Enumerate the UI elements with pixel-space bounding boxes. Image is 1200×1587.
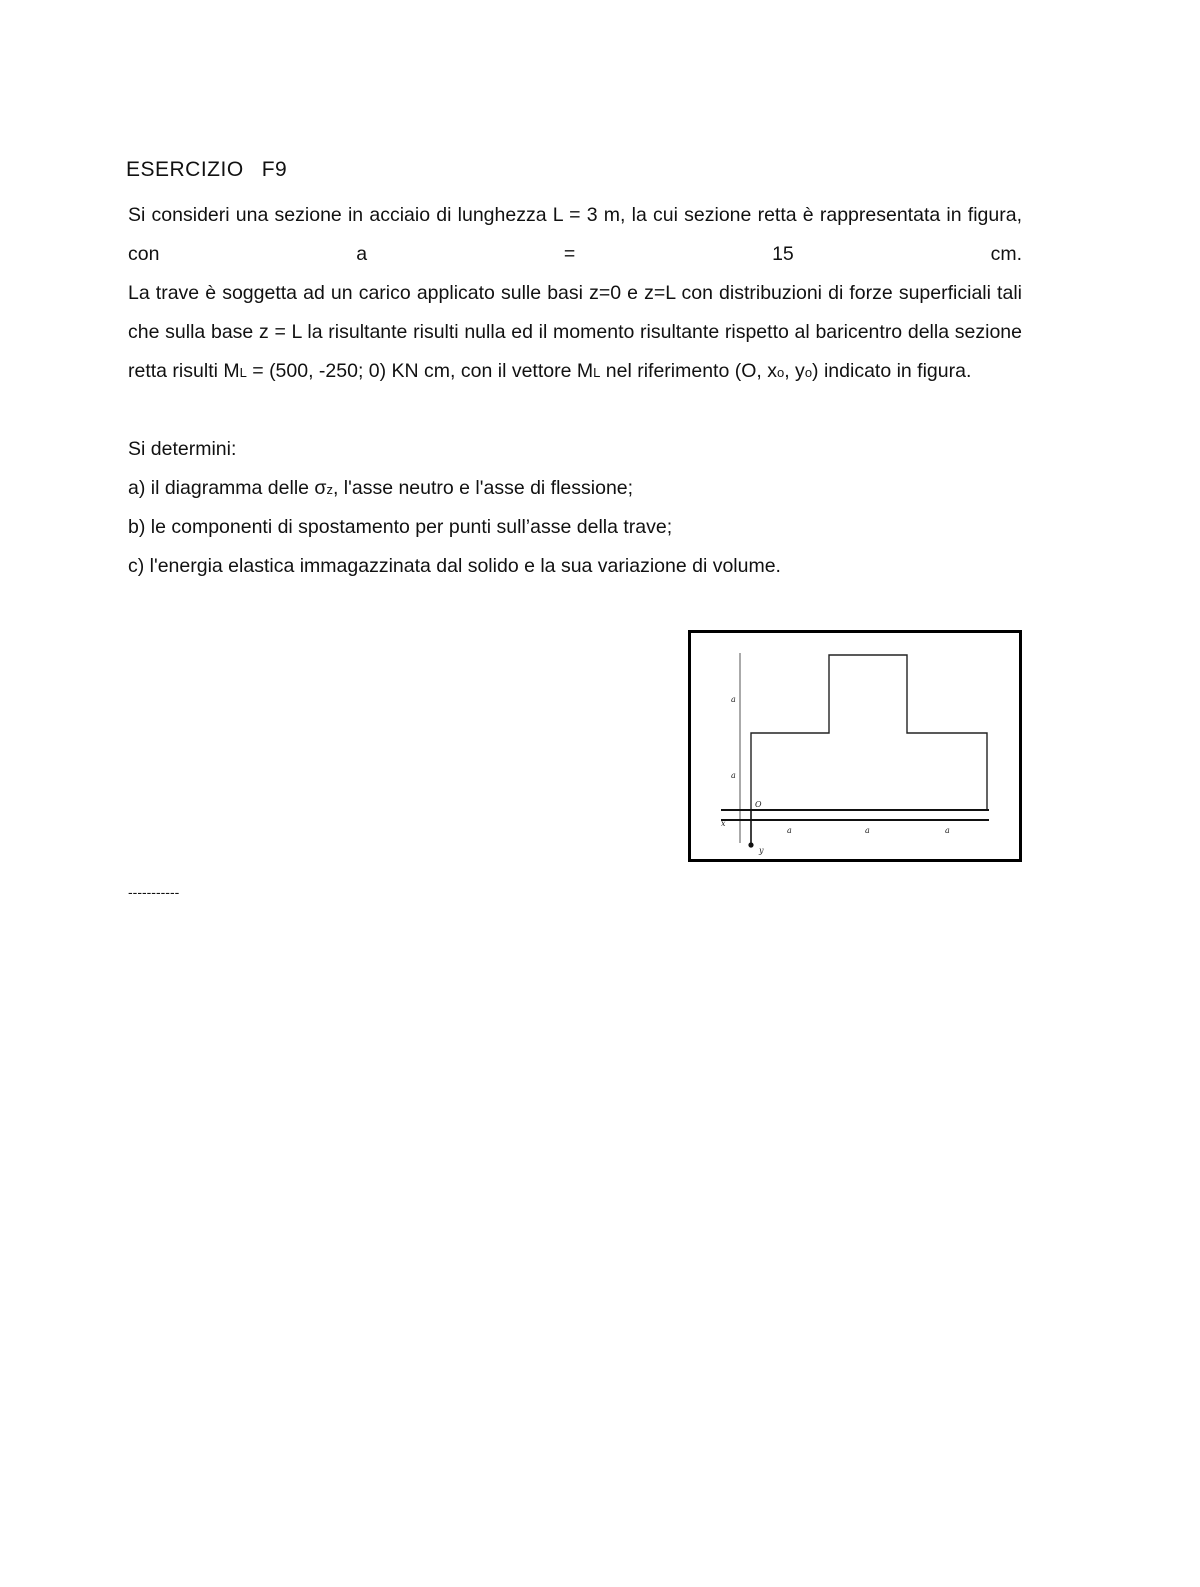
- load-text-c: nel riferimento (O, x: [600, 360, 777, 382]
- origin-dot: [748, 842, 753, 847]
- cross-section-figure: [688, 630, 1022, 862]
- moment-subscript-2: L: [593, 365, 601, 380]
- exercise-label: ESERCIZIO: [126, 158, 244, 181]
- task-a-text-post: , l'asse neutro e l'asse di flessione;: [332, 477, 634, 499]
- exercise-code: F9: [261, 158, 288, 181]
- dim-label-b3: a: [945, 826, 950, 835]
- exercise-title: [126, 158, 287, 182]
- axis-subscript-y: o: [804, 365, 813, 380]
- load-text-b: = (500, -250; 0) KN cm, con il vettore M: [246, 360, 594, 382]
- dim-label-mid: a: [731, 771, 736, 780]
- dim-label-top: a: [731, 695, 736, 704]
- task-item-a: [128, 469, 1022, 509]
- load-text-a: La trave è soggetta ad un carico applicato sulle basi z=0 e z=L con distribuzioni di forze superficiali tali che sulla base z = L la risultante risulti nulla ed il momento risultante rispetto al baricentro della sezione retta risulti M: [128, 282, 1022, 382]
- task-b-text: b) le componenti di spostamento per punti sull’asse della trave;: [128, 516, 673, 538]
- dim-label-b1: a: [787, 826, 792, 835]
- origin-label: O: [755, 800, 762, 809]
- dim-label-b2: a: [865, 826, 870, 835]
- cross-section-drawing: [691, 633, 1019, 859]
- axis-subscript-x: o: [776, 365, 785, 380]
- y-axis-label: y: [759, 846, 764, 855]
- sigma-subscript: z: [326, 482, 333, 497]
- determine-intro: [128, 430, 1022, 469]
- determine-intro-text: Si determini:: [128, 438, 237, 460]
- x-axis-label: x: [721, 819, 726, 828]
- load-text-e: ) indicato in figura.: [812, 360, 972, 382]
- task-c-text: c) l'energia elastica immagazzinata dal solido e la sua variazione di volume.: [128, 555, 781, 577]
- statement-text-1: Si consideri una sezione in acciaio di lunghezza L = 3 m, la cui sezione retta è rappresentata in figura, con a = 15 cm.: [128, 204, 1022, 265]
- statement-paragraph-2: [128, 274, 1022, 392]
- load-text-d: , y: [784, 360, 805, 382]
- end-separator: -----------: [128, 884, 180, 900]
- statement-paragraph-1: [128, 196, 1022, 274]
- task-a-text: a) il diagramma delle σ: [128, 477, 327, 499]
- task-item-b: [128, 508, 1022, 547]
- task-item-c: [128, 547, 1022, 586]
- section-outline: [751, 655, 987, 810]
- moment-subscript-1: L: [239, 365, 247, 380]
